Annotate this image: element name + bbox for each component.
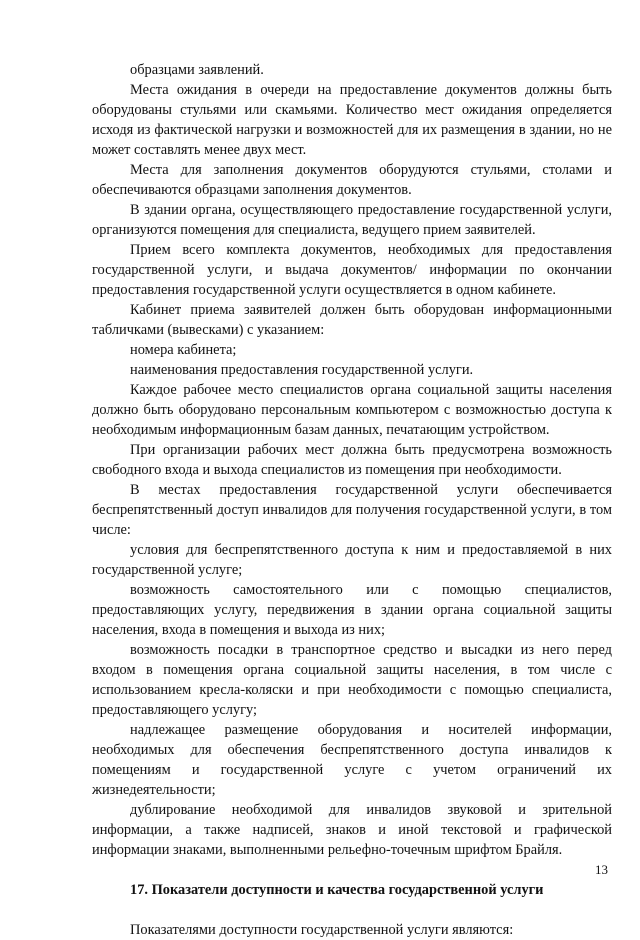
- paragraph: Места ожидания в очереди на предоставление документов должны быть оборудованы стульями или скамьями. Количество мест ожидания определяется исходя из фактической нагрузки и возможностей для их размещения в здании, но не может составлять менее двух мест.: [92, 82, 612, 158]
- section-heading: 17. Показатели доступности и качества государственной услуги: [130, 882, 544, 898]
- page-number: 13: [595, 862, 608, 877]
- list-item: дублирование необходимой для инвалидов звуковой и зрительной информации, а также надписей, знаков и иной текстовой и графической информации знаками, выполненными рельефно-точечным шрифтом Брайля.: [92, 802, 612, 858]
- list-item: наименования предоставления государственной услуги.: [130, 362, 474, 378]
- paragraph: Каждое рабочее место специалистов органа социальной защиты населения должно быть оборудовано персональным компьютером с возможностью доступа к необходимым информационным базам данных, печатающим устройством.: [92, 382, 612, 438]
- paragraph: образцами заявлений.: [130, 62, 264, 78]
- paragraph: В местах предоставления государственной услуги обеспечивается беспрепятственный доступ инвалидов для получения государственной услуги, в том числе:: [92, 482, 612, 538]
- list-item: номера кабинета;: [130, 342, 237, 358]
- paragraph: Прием всего комплекта документов, необходимых для предоставления государственной услуги, и выдача документов/ информации по окончании предоставления государственной услуги осуществляется в одном кабинете.: [92, 242, 612, 298]
- list-item: возможность самостоятельного или с помощью специалистов, предоставляющих услугу, передвижения в здании органа социальной защиты населения, входа в помещения и выхода из них;: [92, 582, 612, 638]
- paragraph: В здании органа, осуществляющего предоставление государственной услуги, организуются помещения для специалиста, ведущего прием заявителей.: [92, 202, 612, 238]
- paragraph: При организации рабочих мест должна быть предусмотрена возможность свободного входа и выхода специалистов из помещения при необходимости.: [92, 442, 612, 478]
- paragraph: Места для заполнения документов оборудуются стульями, столами и обеспечиваются образцами заполнения документов.: [92, 162, 612, 198]
- list-item: возможность посадки в транспортное средство и высадки из него перед входом в помещения органа социальной защиты населения, в том числе с использованием кресла-коляски и при необходимости с помощью специалиста, предоставляющего услугу;: [92, 642, 612, 718]
- list-item: надлежащее размещение оборудования и носителей информации, необходимых для обеспечения беспрепятственного доступа инвалидов к помещениям и государственной услуге с учетом ограничений их жизнедеятельности;: [92, 722, 612, 798]
- document-page: [92, 60, 612, 940]
- list-item: условия для беспрепятственного доступа к ним и предоставляемой в них государственной услуге;: [92, 542, 612, 578]
- paragraph: Кабинет приема заявителей должен быть оборудован информационными табличками (вывесками) с указанием:: [92, 302, 612, 338]
- section-intro: Показателями доступности государственной услуги являются:: [130, 922, 514, 938]
